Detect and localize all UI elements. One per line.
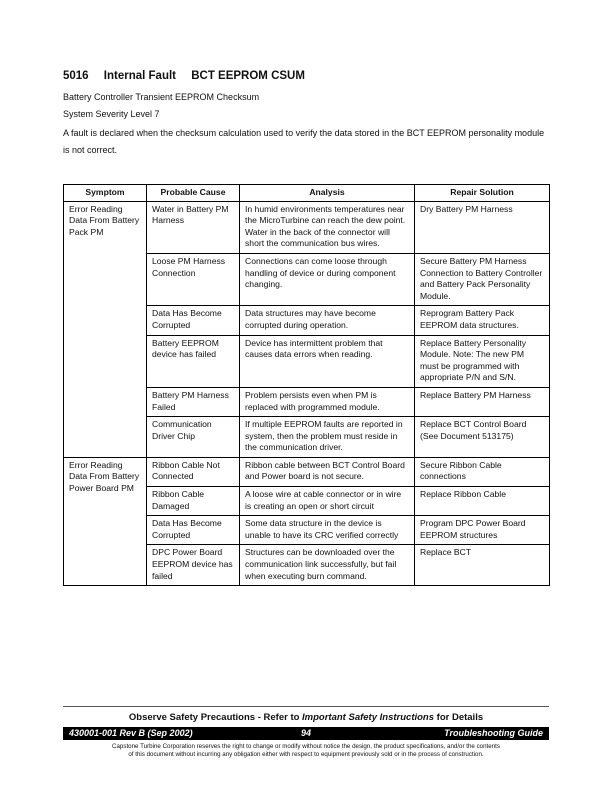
solution-cell: Secure Battery PM Harness Connection to Battery Controller and Battery Pack Personality Module. [415, 253, 550, 305]
header-symptom: Symptom [64, 185, 147, 202]
header-repair-solution: Repair Solution [415, 185, 550, 202]
solution-cell: Replace Ribbon Cable [415, 487, 550, 516]
header-probable-cause: Probable Cause [147, 185, 240, 202]
cause-cell: Battery PM Harness Failed [147, 387, 240, 416]
analysis-cell: Some data structure in the device is unable to have its CRC verified correctly [240, 516, 415, 545]
section-title: Troubleshooting Guide [444, 728, 543, 738]
solution-cell: Secure Ribbon Cable connections [415, 457, 550, 486]
analysis-cell: Problem persists even when PM is replaced with programmed module. [240, 387, 415, 416]
safety-instructions-reference: Important Safety Instructions [302, 712, 435, 723]
table-row [64, 201, 550, 253]
analysis-cell: Connections can come loose through handling of device or during component changing. [240, 253, 415, 305]
symptom-cell: Error Reading Data From Battery Power Board PM [64, 457, 147, 585]
cause-cell: Ribbon Cable Not Connected [147, 457, 240, 486]
safety-notice [63, 712, 549, 723]
disclaimer-line-2: of this document without incurring any obligation either with respect to equipment previously sold or in the process of construction. [128, 751, 484, 758]
fault-description: Battery Controller Transient EEPROM Checksum [63, 92, 260, 102]
symptom-cell: Error Reading Data From Battery Pack PM [64, 201, 147, 457]
analysis-cell: Device has intermittent problem that causes data errors when reading. [240, 335, 415, 387]
solution-cell: Replace BCT Control Board (See Document 513175) [415, 417, 550, 458]
cause-cell: Data Has Become Corrupted [147, 516, 240, 545]
header-analysis: Analysis [240, 185, 415, 202]
analysis-cell: Structures can be downloaded over the communication link successfully, but fail when executing burn command. [240, 545, 415, 586]
document-id: 430001-001 Rev B (Sep 2002) [69, 728, 193, 738]
solution-cell: Dry Battery PM Harness [415, 201, 550, 253]
analysis-cell: In humid environments temperatures near the MicroTurbine can reach the dew point. Water in the back of the connector will short the communication bus wires. [240, 201, 415, 253]
legal-disclaimer [63, 743, 549, 759]
fault-subtitle: BCT EEPROM CSUM [191, 70, 305, 82]
cause-cell: Loose PM Harness Connection [147, 253, 240, 305]
table-row [64, 457, 550, 486]
fault-title: Internal Fault [103, 70, 176, 82]
safety-notice-suffix: for Details [434, 712, 484, 723]
cause-cell: DPC Power Board EEPROM device has failed [147, 545, 240, 586]
disclaimer-line-1: Capstone Turbine Corporation reserves the right to change or modify without notice the design, the product specifications, and/or the contents [112, 743, 500, 750]
footer-bar [63, 727, 549, 740]
page-number: 94 [300, 728, 311, 738]
page-heading [63, 70, 317, 82]
cause-cell: Water in Battery PM Harness [147, 201, 240, 253]
cause-cell: Ribbon Cable Damaged [147, 487, 240, 516]
severity-level: System Severity Level 7 [63, 109, 160, 119]
safety-notice-prefix: Observe Safety Precautions - Refer to [128, 712, 303, 723]
troubleshooting-table [63, 184, 550, 586]
solution-cell: Replace Battery Personality Module. Note: The new PM must be programmed with appropriate P/N and S/N. [415, 335, 550, 387]
solution-cell: Replace BCT [415, 545, 550, 586]
analysis-cell: If multiple EEPROM faults are reported in system, then the problem must reside in the communication driver. [240, 417, 415, 458]
analysis-cell: Data structures may have become corrupted during operation. [240, 306, 415, 335]
cause-cell: Communication Driver Chip [147, 417, 240, 458]
analysis-cell: Ribbon cable between BCT Control Board and Power board is not secure. [240, 457, 415, 486]
cause-cell: Battery EEPROM device has failed [147, 335, 240, 387]
solution-cell: Program DPC Power Board EEPROM structures [415, 516, 550, 545]
table-header-row [64, 185, 550, 202]
solution-cell: Reprogram Battery Pack EEPROM data structures. [415, 306, 550, 335]
fault-explanation: A fault is declared when the checksum calculation used to verify the data stored in the BCT EEPROM personality module is not correct. [63, 128, 545, 155]
footer-divider [63, 706, 549, 707]
solution-cell: Replace Battery PM Harness [415, 387, 550, 416]
fault-code: 5016 [63, 70, 89, 82]
analysis-cell: A loose wire at cable connector or in wire is creating an open or short circuit [240, 487, 415, 516]
cause-cell: Data Has Become Corrupted [147, 306, 240, 335]
